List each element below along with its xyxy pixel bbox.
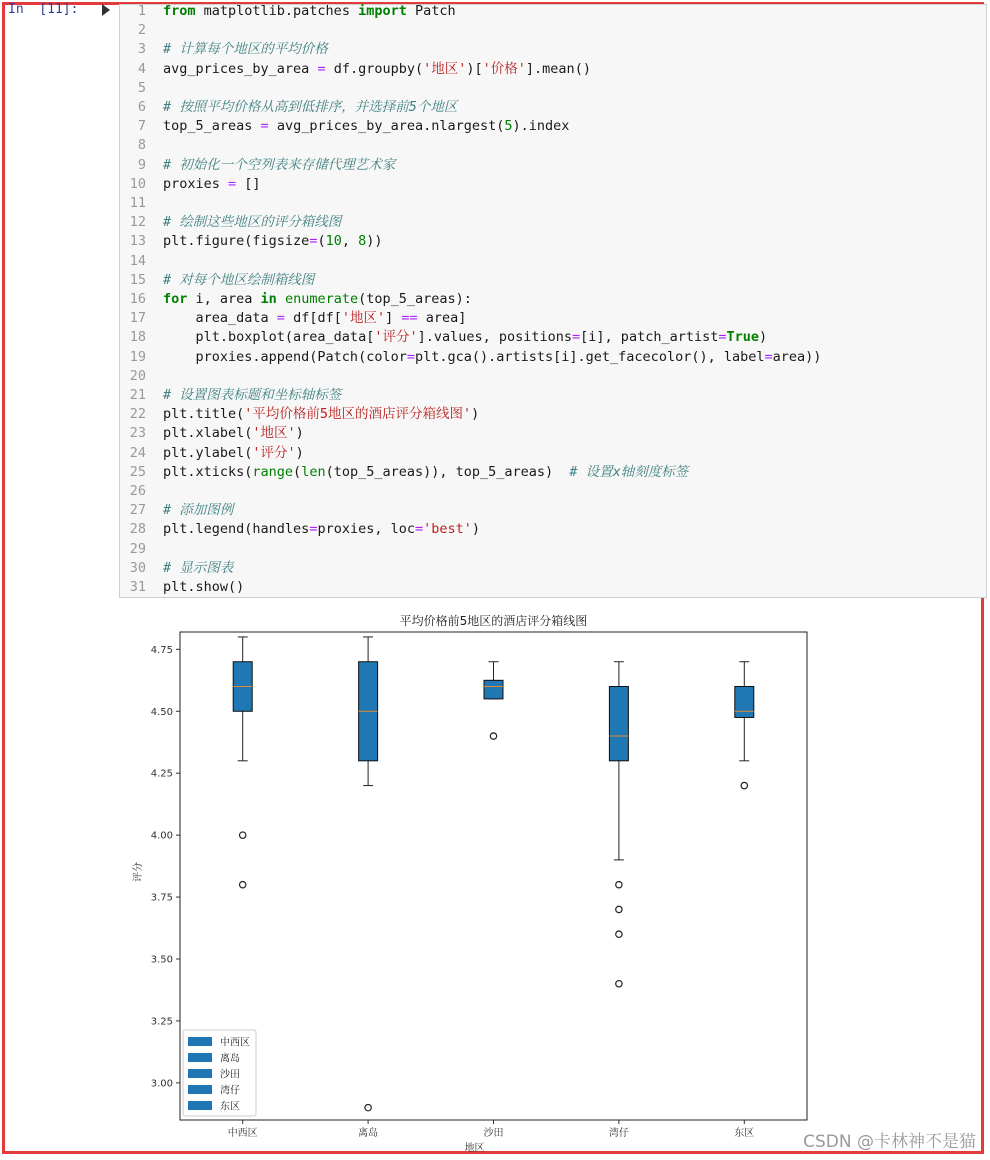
line-number: 12 bbox=[129, 214, 146, 231]
code-token: ) bbox=[295, 425, 304, 442]
code-text bbox=[163, 40, 328, 59]
code-token: = bbox=[415, 521, 424, 538]
code-token: # 设置图表标题和坐标轴标签 bbox=[163, 387, 342, 403]
code-token: ) bbox=[471, 406, 480, 423]
code-token: matplotlib.patches bbox=[195, 3, 359, 19]
line-number: 26 bbox=[129, 483, 146, 499]
x-axis-label: 地区 bbox=[464, 1143, 485, 1154]
code-token: 8 bbox=[358, 233, 367, 250]
code-line bbox=[120, 232, 986, 251]
code-token: , bbox=[341, 233, 359, 250]
code-token: = bbox=[309, 521, 318, 538]
code-token: = bbox=[260, 118, 269, 135]
line-number: 9 bbox=[137, 156, 146, 173]
legend-label: 离岛 bbox=[220, 1053, 240, 1065]
legend-label: 中西区 bbox=[220, 1037, 250, 1049]
code-token: ( bbox=[293, 463, 302, 480]
code-line bbox=[120, 367, 986, 386]
code-token: proxies.append(Patch(color bbox=[163, 348, 407, 365]
code-token: area] bbox=[417, 310, 467, 327]
code-line bbox=[120, 386, 986, 405]
code-token: plt.legend(handles bbox=[163, 521, 310, 538]
code-token: plt.xlabel( bbox=[163, 425, 253, 442]
line-number: 22 bbox=[129, 406, 146, 423]
cell-output bbox=[119, 604, 849, 1160]
code-line bbox=[120, 463, 986, 482]
x-tick-label: 中西区 bbox=[227, 1128, 258, 1139]
box bbox=[735, 686, 754, 717]
legend-swatch bbox=[188, 1101, 212, 1110]
code-line bbox=[120, 60, 986, 79]
code-token: True bbox=[726, 329, 759, 346]
code-token: area)) bbox=[772, 348, 822, 365]
code-text bbox=[163, 444, 304, 463]
x-tick-label: 离岛 bbox=[358, 1128, 379, 1139]
code-token: 'best' bbox=[423, 521, 472, 538]
code-token: [] bbox=[236, 175, 261, 192]
code-token: '评分' bbox=[374, 329, 418, 346]
y-tick-label: 4.75 bbox=[150, 644, 173, 656]
y-tick-label: 3.00 bbox=[150, 1078, 173, 1090]
line-number: 23 bbox=[129, 425, 146, 442]
code-token: range bbox=[252, 463, 294, 480]
code-token: = bbox=[764, 348, 773, 365]
code-text bbox=[163, 213, 341, 232]
code-line bbox=[120, 79, 986, 98]
line-number: 25 bbox=[129, 463, 146, 480]
y-axis-label: 评分 bbox=[133, 862, 144, 882]
code-token: = bbox=[309, 233, 318, 250]
code-text bbox=[163, 424, 304, 443]
code-token: ) bbox=[471, 521, 481, 538]
code-token: 10 bbox=[325, 233, 342, 250]
code-token: in bbox=[260, 291, 277, 307]
code-text bbox=[163, 328, 767, 347]
code-token: avg_prices_by_area bbox=[163, 60, 318, 77]
box bbox=[609, 686, 628, 760]
code-line bbox=[120, 424, 986, 443]
code-token: 5 bbox=[504, 118, 513, 135]
y-tick-label: 3.75 bbox=[150, 892, 173, 904]
code-token: = bbox=[718, 329, 727, 346]
code-text bbox=[163, 559, 233, 578]
code-token: # 显示图表 bbox=[163, 559, 234, 576]
code-text bbox=[163, 405, 479, 424]
code-token: plt.title( bbox=[163, 406, 245, 423]
code-line bbox=[120, 482, 986, 501]
line-number: 28 bbox=[129, 521, 146, 538]
code-text bbox=[163, 520, 480, 539]
code-token: plt.show() bbox=[163, 579, 245, 595]
code-line bbox=[120, 117, 986, 136]
line-number: 13 bbox=[129, 233, 146, 250]
y-tick-label: 4.25 bbox=[150, 768, 173, 780]
code-line bbox=[120, 328, 986, 347]
code-line bbox=[120, 578, 986, 597]
outlier-point bbox=[741, 782, 747, 788]
code-token: # 绘制这些地区的评分箱线图 bbox=[163, 214, 342, 231]
y-tick-label: 4.00 bbox=[150, 830, 173, 842]
code-token: ) bbox=[759, 329, 768, 346]
code-line bbox=[120, 309, 986, 328]
y-tick-label: 3.50 bbox=[150, 954, 173, 966]
line-number: 3 bbox=[137, 41, 146, 58]
code-token: '平均价格前5地区的酒店评分箱线图' bbox=[244, 406, 472, 423]
outlier-point bbox=[616, 931, 622, 937]
code-token: '评分' bbox=[252, 444, 296, 461]
code-token: )[ bbox=[466, 60, 483, 77]
code-line bbox=[120, 98, 986, 117]
code-line bbox=[120, 501, 986, 520]
line-number: 21 bbox=[129, 387, 146, 403]
y-tick-label: 3.25 bbox=[150, 1016, 173, 1028]
code-token: i, area bbox=[187, 291, 261, 307]
code-line bbox=[120, 348, 986, 367]
code-token: df.groupby( bbox=[325, 60, 424, 77]
code-line bbox=[120, 136, 986, 155]
code-token: len bbox=[301, 463, 326, 480]
code-token: # 计算每个地区的平均价格 bbox=[163, 41, 328, 58]
code-text bbox=[163, 232, 383, 251]
line-number: 10 bbox=[129, 175, 146, 192]
code-line bbox=[120, 2, 986, 21]
code-token: # 设置x轴刻度标签 bbox=[569, 463, 689, 480]
code-token: plt.gca().artists[i].get_facecolor(), label bbox=[414, 348, 765, 365]
outlier-point bbox=[490, 733, 496, 739]
code-line bbox=[120, 156, 986, 175]
line-number: 17 bbox=[129, 310, 146, 327]
code-token: proxies, loc bbox=[317, 521, 415, 538]
line-number: 20 bbox=[129, 367, 146, 384]
code-line bbox=[120, 444, 986, 463]
y-tick-label: 4.50 bbox=[150, 706, 173, 718]
code-line bbox=[120, 40, 986, 59]
plot-frame bbox=[180, 632, 807, 1120]
code-token: # 初始化一个空列表来存储代理艺术家 bbox=[163, 156, 396, 173]
code-token: = bbox=[406, 348, 415, 365]
line-number: 5 bbox=[137, 79, 146, 96]
code-token: import bbox=[358, 3, 407, 19]
code-token: (top_5_areas): bbox=[358, 291, 472, 307]
legend-swatch bbox=[188, 1053, 212, 1062]
code-token: (top_5_areas)), top_5_areas) bbox=[325, 463, 570, 480]
legend-swatch bbox=[188, 1069, 212, 1078]
code-token: # 对每个地区绘制箱线图 bbox=[163, 271, 315, 288]
code-token: area_data bbox=[163, 310, 277, 327]
legend-label: 沙田 bbox=[220, 1069, 240, 1081]
line-number: 29 bbox=[129, 540, 146, 557]
legend-label: 湾仔 bbox=[220, 1085, 240, 1097]
line-number: 6 bbox=[137, 99, 146, 115]
code-token: for bbox=[163, 291, 188, 307]
code-text bbox=[163, 271, 314, 290]
code-token: '地区' bbox=[423, 60, 467, 77]
code-text bbox=[163, 117, 569, 136]
outlier-point bbox=[616, 981, 622, 987]
code-line bbox=[120, 290, 986, 309]
code-text bbox=[163, 309, 466, 328]
code-line bbox=[120, 271, 986, 290]
code-token: plt.figure(figsize bbox=[163, 233, 310, 250]
code-token: '地区' bbox=[252, 425, 296, 442]
code-token: Patch bbox=[406, 3, 456, 19]
boxplot-chart bbox=[119, 604, 849, 1156]
watermark: CSDN @卡林神不是猫 bbox=[803, 1132, 976, 1152]
code-line bbox=[120, 252, 986, 271]
code-token: [i], patch_artist bbox=[580, 329, 719, 346]
code-token: proxies bbox=[163, 175, 229, 192]
code-token: ].values, positions bbox=[417, 329, 573, 346]
code-text bbox=[163, 175, 261, 194]
code-text bbox=[163, 578, 244, 597]
code-text bbox=[163, 463, 688, 482]
code-line bbox=[120, 540, 986, 559]
outlier-point bbox=[616, 906, 622, 912]
code-token bbox=[277, 291, 285, 307]
code-token: df[df[ bbox=[284, 310, 342, 327]
code-token: ] bbox=[385, 310, 402, 327]
line-number: 19 bbox=[129, 348, 146, 365]
outlier-point bbox=[240, 832, 246, 838]
x-tick-label: 湾仔 bbox=[608, 1128, 629, 1139]
line-number: 11 bbox=[129, 195, 146, 211]
code-token: = bbox=[228, 175, 237, 192]
code-token: )) bbox=[366, 233, 383, 250]
code-token: '地区' bbox=[341, 310, 386, 327]
code-token: avg_prices_by_area.nlargest( bbox=[268, 118, 505, 135]
code-line bbox=[120, 21, 986, 40]
code-line bbox=[120, 213, 986, 232]
code-text bbox=[163, 290, 472, 309]
code-token: from bbox=[163, 3, 196, 19]
code-token: # 按照平均价格从高到低排序，并选择前5个地区 bbox=[163, 99, 458, 115]
code-token: = bbox=[276, 310, 285, 327]
line-number: 27 bbox=[129, 502, 146, 519]
legend-label: 东区 bbox=[220, 1101, 240, 1113]
code-text bbox=[163, 156, 395, 175]
chart-title: 平均价格前5地区的酒店评分箱线图 bbox=[399, 614, 588, 628]
code-token: ).index bbox=[512, 118, 570, 135]
code-text bbox=[163, 501, 233, 520]
line-number: 31 bbox=[129, 579, 146, 595]
code-token: = bbox=[317, 60, 326, 77]
code-token: enumerate bbox=[284, 291, 359, 307]
code-text bbox=[163, 348, 821, 367]
line-number: 16 bbox=[129, 291, 146, 307]
legend-swatch bbox=[188, 1037, 212, 1046]
code-token: ].mean() bbox=[525, 60, 591, 77]
line-number: 4 bbox=[137, 60, 146, 77]
x-tick-label: 沙田 bbox=[483, 1128, 504, 1139]
outlier-point bbox=[240, 881, 246, 887]
code-token: = bbox=[572, 329, 581, 346]
code-token: plt.boxplot(area_data[ bbox=[163, 329, 375, 346]
code-token: top_5_areas bbox=[163, 118, 261, 135]
line-number: 30 bbox=[129, 559, 146, 576]
code-cell[interactable] bbox=[119, 4, 987, 598]
x-tick-label: 东区 bbox=[734, 1128, 755, 1139]
legend-swatch bbox=[188, 1085, 212, 1094]
code-text bbox=[163, 2, 456, 21]
code-text bbox=[163, 98, 457, 117]
line-number: 1 bbox=[137, 3, 146, 19]
line-number: 15 bbox=[129, 271, 146, 288]
code-line bbox=[120, 194, 986, 213]
code-token: # 添加图例 bbox=[163, 502, 234, 519]
code-text bbox=[163, 386, 341, 405]
line-number: 18 bbox=[129, 329, 146, 346]
box bbox=[484, 680, 503, 699]
code-token: ( bbox=[317, 233, 326, 250]
code-line bbox=[120, 520, 986, 539]
run-cell-icon[interactable] bbox=[101, 4, 111, 16]
code-text bbox=[163, 60, 591, 79]
code-token: plt.ylabel( bbox=[163, 444, 253, 461]
outlier-point bbox=[616, 881, 622, 887]
line-number: 24 bbox=[129, 444, 146, 461]
code-token: ) bbox=[295, 444, 304, 461]
code-token: == bbox=[401, 310, 418, 327]
code-token: '价格' bbox=[482, 60, 526, 77]
code-line bbox=[120, 559, 986, 578]
line-number: 7 bbox=[137, 118, 146, 135]
line-number: 8 bbox=[137, 137, 146, 154]
code-line bbox=[120, 175, 986, 194]
code-line bbox=[120, 405, 986, 424]
line-number: 14 bbox=[129, 252, 146, 269]
outlier-point bbox=[365, 1104, 371, 1110]
line-number: 2 bbox=[137, 22, 146, 39]
cell-prompt: In [11]: bbox=[8, 2, 79, 17]
code-token: plt.xticks( bbox=[163, 463, 253, 480]
